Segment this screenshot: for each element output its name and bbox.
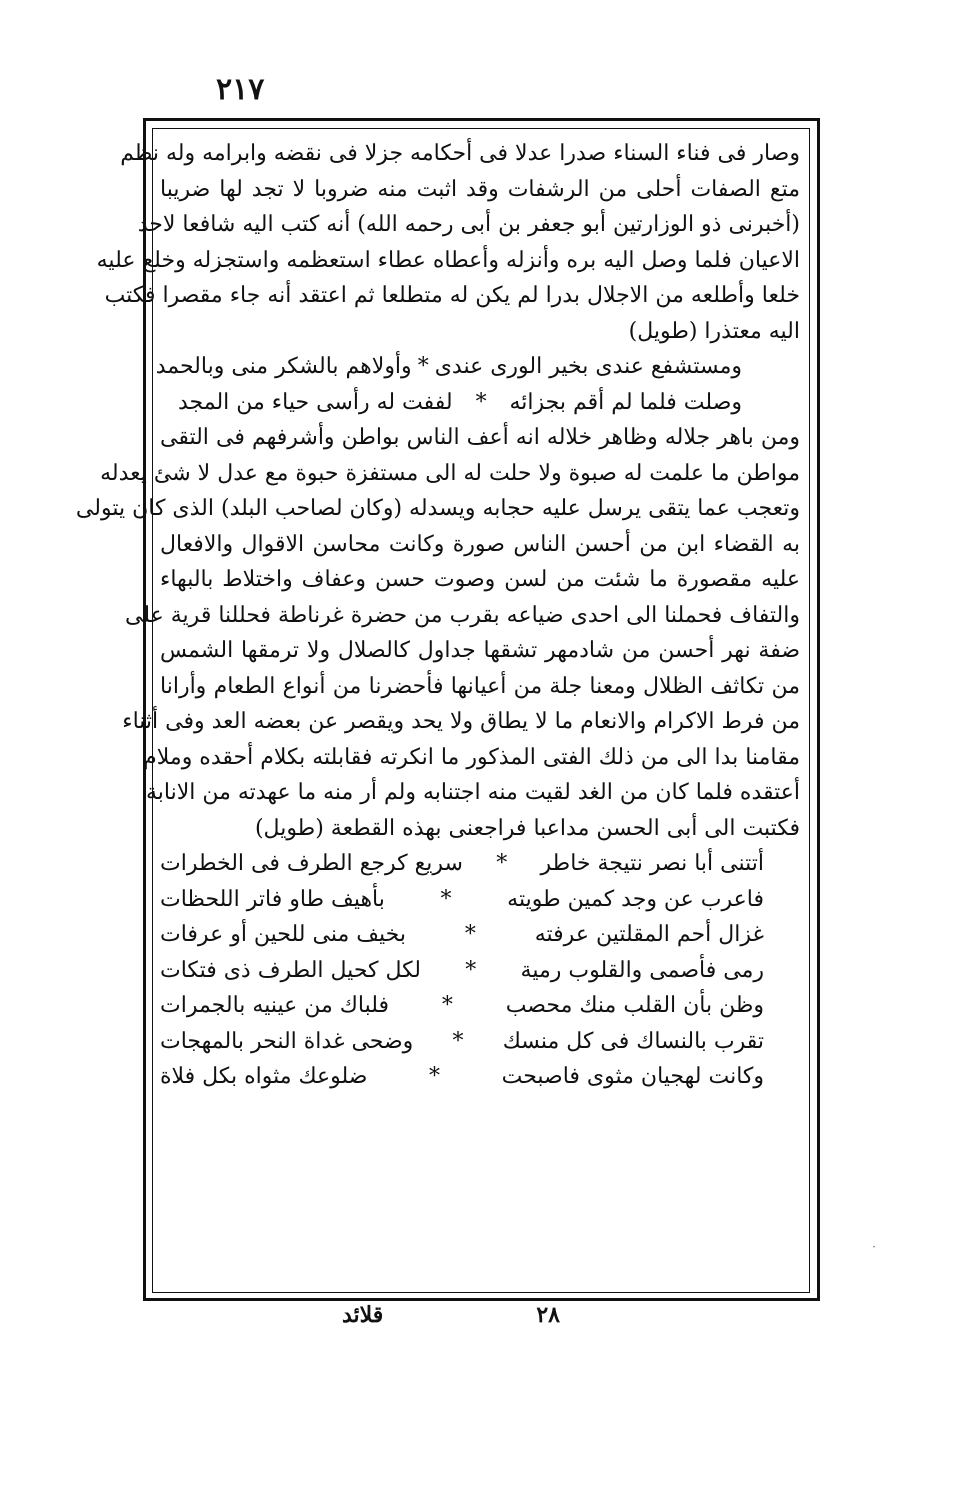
verse-first-hemistich: رمى فأصمى والقلوب رمية xyxy=(520,957,764,983)
prose-line: اليه معتذرا (طويل) xyxy=(628,318,800,344)
prose-line: عليه مقصورة ما شئت من لسن وصوت حسن وعفاف واختلاط بالبهاء xyxy=(160,567,800,592)
scan-speck: · xyxy=(872,1240,876,1254)
verse-second-hemistich: سريع كرجع الطرف فى الخطرات xyxy=(160,851,463,876)
verse-separator: * xyxy=(496,851,508,876)
verse-line xyxy=(160,1024,800,1060)
verse-line xyxy=(160,1059,800,1095)
prose-line: الاعيان فلما وصل اليه بره وأنزله وأعطاه عطاء استعظمه واستجزله وخلع عليه xyxy=(96,247,800,273)
main-text-block xyxy=(75,136,800,1286)
prose-line: من تكاثف الظلال ومعنا جلة من أعيانها فأحضرنا من أنواع الطعام وأرانا xyxy=(160,673,800,699)
verse-second-hemistich: لكل كحيل الطرف ذى فتكات xyxy=(160,957,422,983)
verse-first-hemistich: تقرب بالنساك فى كل منسك xyxy=(502,1028,764,1054)
verse-separator: * xyxy=(440,886,452,912)
verse-first-hemistich: ومستشفع عندى بخير الورى عندى xyxy=(434,354,742,379)
prose-line: مقامنا بدا الى من ذلك الفتى المذكور ما انكرته فقابلته بكلام أحقده وملام xyxy=(143,744,800,770)
prose-line: والتفاف فحملنا الى احدى ضياعه بقرب من حضرة غرناطة فحللنا قرية على xyxy=(125,602,800,628)
prose-line: (أخبرنى ذو الوزارتين أبو جعفر بن أبى رحمه الله) أنه كتب اليه شافعا لاحد xyxy=(137,212,800,237)
verse-line xyxy=(160,846,800,882)
verse-line xyxy=(160,917,800,953)
verse-second-hemistich: بخيف منى للحين أو عرفات xyxy=(160,922,406,947)
signature-mark: ٢٨ xyxy=(536,1302,560,1328)
catchword: قلائد xyxy=(342,1302,384,1328)
verse-first-hemistich: غزال أحم المقلتين عرفته xyxy=(534,922,764,947)
prose-line: وصار فى فناء السناء صدرا عدلا فى أحكامه جزلا فى نقضه وابرامه وله نظم xyxy=(120,141,800,166)
verse-second-hemistich: ضلوعك مثواه بكل فلاة xyxy=(159,1064,368,1089)
page-number: ٢١٧ xyxy=(216,72,265,107)
verse-separator: * xyxy=(465,957,477,983)
prose-line: به القضاء ابن من أحسن الناس صورة وكانت محاسن الاقوال والافعال xyxy=(160,531,800,557)
prose-line: فكتبت الى أبى الحسن مداعبا فراجعنى بهذه القطعة (طويل) xyxy=(254,815,800,841)
verse-second-hemistich: وأولاهم بالشكر منى وبالحمد xyxy=(155,354,412,379)
prose-line: أعتقده فلما كان من الغد لقيت منه اجتنابه ولم أر منه ما عهدته من الانابة xyxy=(145,780,800,805)
verse-separator: * xyxy=(464,922,476,947)
verse-separator: * xyxy=(452,1028,464,1054)
verse-line xyxy=(160,385,800,421)
page-footer xyxy=(330,1302,570,1332)
verse-line xyxy=(160,988,800,1024)
verse-line xyxy=(160,953,800,989)
verse-separator: * xyxy=(441,993,453,1018)
verse-line xyxy=(155,349,800,385)
prose-line: خلعا وأطلعه من الاجلال بدرا لم يكن له متطلعا ثم اعتقد أنه جاء مقصرا فكتب xyxy=(104,283,800,308)
prose-line: ومن باهر جلاله وظاهر خلاله انه أعف الناس بواطن وأشرفهم فى التقى xyxy=(160,425,800,450)
prose-line: من فرط الاكرام والانعام ما لا يطاق ولا يحد ويقصر عن بعضه العد وفى أثناء xyxy=(122,709,800,734)
verse-line xyxy=(160,882,800,918)
verse-first-hemistich: أتتنى أبا نصر نتيجة خاطر xyxy=(540,851,764,876)
prose-line: ضفة نهر أحسن من شادمهر تشقها جداول كالصلال ولا ترمقها الشمس xyxy=(160,638,800,663)
verse-first-hemistich: وكانت لهجيان مثوى فاصبحت xyxy=(501,1064,764,1089)
verse-second-hemistich: فلباك من عينيه بالجمرات xyxy=(160,993,390,1018)
verse-separator: * xyxy=(429,1064,441,1089)
prose-line: وتعجب عما يتقى يرسل عليه حجابه ويسدله (وكان لصاحب البلد) الذى كان يتولى xyxy=(75,496,800,521)
verse-first-hemistich: وظن بأن القلب منك محصب xyxy=(505,993,764,1018)
verse-first-hemistich: فاعرب عن وجد كمين طويته xyxy=(507,886,764,912)
verse-second-hemistich: وضحى غداة النحر بالمهجات xyxy=(159,1028,414,1054)
prose-line: متع الصفات أحلى من الرشفات وقد اثبت منه ضروبا لا تجد لها ضريبا xyxy=(160,176,800,202)
verse-first-hemistich: وصلت فلما لم أقم بجزائه xyxy=(509,389,742,415)
verse-second-hemistich: بأهيف طاو فاتر اللحظات xyxy=(159,886,385,912)
prose-line: مواطن ما علمت له صبوة ولا حلت له الى مستفزة حبوة مع عدل لا شئ يعدله xyxy=(100,460,800,486)
verse-second-hemistich: لففت له رأسى حياء من المجد xyxy=(177,389,453,415)
verse-separator: * xyxy=(475,389,487,415)
verse-separator: * xyxy=(417,354,429,379)
